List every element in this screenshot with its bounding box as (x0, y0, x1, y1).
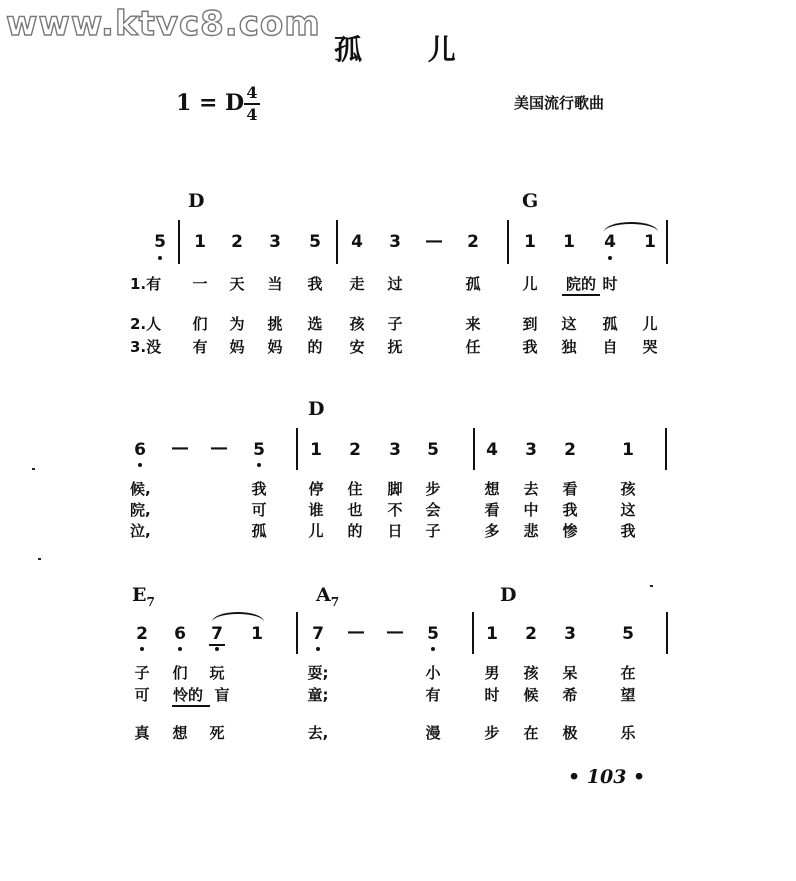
lyric: 妈 (267, 338, 283, 356)
lyric: 我 (522, 338, 538, 356)
lyric: 日 (387, 522, 403, 540)
lyric: 的 (307, 338, 323, 356)
lyric: 儿 (642, 315, 658, 333)
lyric: 步 (425, 480, 441, 498)
lyric: 我 (251, 480, 267, 498)
time-signature-top: 4 (246, 83, 258, 102)
lyric: 独 (561, 338, 577, 356)
extension-dash: — (171, 437, 189, 458)
scan-speck (38, 558, 41, 560)
lyric: 孤 (602, 315, 618, 333)
lower-octave-dot (316, 647, 320, 651)
note: 7 (211, 624, 223, 644)
barline (178, 220, 180, 264)
lower-octave-dot (140, 647, 144, 651)
lyric: 惨 (562, 522, 578, 540)
note: 2 (564, 440, 576, 460)
lyric: 这 (620, 501, 636, 519)
note: 2 (349, 440, 361, 460)
note: 3 (525, 440, 537, 460)
barline (296, 612, 298, 654)
lyric: 孩 (620, 480, 636, 498)
note: 6 (174, 624, 186, 644)
chord-label (132, 584, 155, 609)
melisma-underline (562, 294, 600, 296)
barline (336, 220, 338, 264)
lyric: 天 (229, 275, 245, 293)
lyric: 安 (349, 338, 365, 356)
lyric: 我 (307, 275, 323, 293)
note: 5 (622, 624, 634, 644)
lyric: 希 (562, 686, 578, 704)
chord-label: G (522, 190, 539, 212)
lyric: 悲 (523, 522, 539, 540)
chord-name: A (316, 584, 331, 606)
lyric: 儿 (522, 275, 538, 293)
lyric: 有 (192, 338, 208, 356)
lyric: 子 (425, 522, 441, 540)
note: 4 (486, 440, 498, 460)
note: 1 (644, 232, 656, 252)
song-source: 美国流行歌曲 (514, 94, 605, 112)
barline (472, 612, 474, 654)
lyric: 极 (562, 724, 578, 742)
lyric: 我 (620, 522, 636, 540)
note: 2 (231, 232, 243, 252)
lyric: 停 (308, 480, 324, 498)
lyric: 也 (347, 501, 363, 519)
lyric: 到 (522, 315, 538, 333)
lyric: 望 (620, 686, 636, 704)
lyric: 当 (267, 275, 283, 293)
lyric: 候 (523, 686, 539, 704)
lyric: 们 (192, 315, 208, 333)
lyric: 孤 (465, 275, 481, 293)
underline-beam (209, 644, 225, 646)
lyric: 玩 (209, 664, 225, 682)
note: 5 (427, 440, 439, 460)
barline (666, 612, 668, 654)
note: 5 (154, 232, 166, 252)
note: 2 (467, 232, 479, 252)
lyric: 妈 (229, 338, 245, 356)
lyric: 孩 (349, 315, 365, 333)
lower-octave-dot (608, 256, 612, 260)
note: 2 (136, 624, 148, 644)
lyric: 孩 (523, 664, 539, 682)
lyric: 怜的 (172, 686, 204, 704)
note: 1 (563, 232, 575, 252)
chord-name: E (132, 584, 147, 606)
lower-octave-dot (431, 647, 435, 651)
lyric: 脚 (387, 480, 403, 498)
lyric: 去 (523, 480, 539, 498)
lyric: 一 (192, 275, 208, 293)
lyric: 孤 (251, 522, 267, 540)
lyric: 3.没 (130, 338, 162, 356)
chord-extension: 7 (330, 594, 340, 609)
lower-octave-dot (178, 647, 182, 651)
note: 5 (253, 440, 265, 460)
lyric: 会 (425, 501, 441, 519)
note: 7 (312, 624, 324, 644)
extension-dash: — (210, 437, 228, 458)
chord-label: D (188, 190, 205, 212)
lyric: 抚 (387, 338, 403, 356)
lyric: 死 (209, 724, 225, 742)
lyric: 不 (387, 501, 403, 519)
lyric: 子 (387, 315, 403, 333)
tie-slur (604, 222, 658, 232)
time-signature-bottom: 4 (246, 105, 258, 124)
lyric: 可 (251, 501, 267, 519)
lyric: 候, (130, 480, 151, 498)
lyric: 1.有 (130, 275, 162, 293)
lyric: 院, (130, 501, 151, 519)
lyric: 走 (349, 275, 365, 293)
lyric: 儿 (308, 522, 324, 540)
lyric: 乐 (620, 724, 636, 742)
lyric: 过 (387, 275, 403, 293)
note: 5 (309, 232, 321, 252)
lyric: 盲 (214, 686, 230, 704)
lower-octave-dot (215, 647, 219, 651)
lyric: 时 (484, 686, 500, 704)
lyric: 这 (561, 315, 577, 333)
chord-label (316, 584, 339, 609)
tie-slur (212, 612, 264, 622)
lyric: 选 (307, 315, 323, 333)
page-number: • 103 • (568, 766, 646, 788)
lyric: 的 (347, 522, 363, 540)
barline (666, 220, 668, 264)
lyric: 童; (307, 686, 329, 704)
lyric: 真 (134, 724, 150, 742)
lyric: 男 (484, 664, 500, 682)
song-title: 孤 儿 (334, 33, 484, 66)
chord-name: D (500, 584, 517, 606)
barline (507, 220, 509, 264)
lyric: 住 (347, 480, 363, 498)
lyric: 任 (465, 338, 481, 356)
lyric: 哭 (642, 338, 658, 356)
lyric: 看 (562, 480, 578, 498)
lyric: 来 (465, 315, 481, 333)
barline (296, 428, 298, 470)
lyric: 耍; (307, 664, 329, 682)
lyric: 步 (484, 724, 500, 742)
note: 4 (351, 232, 363, 252)
chord-label: D (308, 398, 325, 420)
note: 5 (427, 624, 439, 644)
lower-octave-dot (257, 463, 261, 467)
watermark: www.ktvc8.com (6, 4, 321, 44)
lyric: 谁 (308, 501, 324, 519)
extension-dash: — (347, 621, 365, 642)
note: 1 (310, 440, 322, 460)
chord-label (500, 584, 516, 606)
note: 1 (194, 232, 206, 252)
note: 3 (564, 624, 576, 644)
lyric: 泣, (130, 522, 151, 540)
scan-speck (32, 468, 35, 470)
lower-octave-dot (158, 256, 162, 260)
lyric: 子 (134, 664, 150, 682)
note: 3 (389, 232, 401, 252)
lower-octave-dot (138, 463, 142, 467)
lyric: 有 (425, 686, 441, 704)
lyric: 在 (620, 664, 636, 682)
lyric: 在 (523, 724, 539, 742)
lyric: 想 (172, 724, 188, 742)
barline (473, 428, 475, 470)
lyric: 挑 (267, 315, 283, 333)
lyric: 看 (484, 501, 500, 519)
lyric: 多 (484, 522, 500, 540)
lyric: 中 (523, 501, 539, 519)
note: 2 (525, 624, 537, 644)
lyric: 我 (562, 501, 578, 519)
lyric: 可 (134, 686, 150, 704)
melisma-underline (172, 705, 210, 707)
lyric: 呆 (562, 664, 578, 682)
extension-dash: — (425, 230, 443, 251)
time-signature (244, 84, 260, 124)
lyric: 院的 (565, 275, 597, 293)
note: 1 (251, 624, 263, 644)
note: 3 (389, 440, 401, 460)
lyric: 时 (602, 275, 618, 293)
note: 6 (134, 440, 146, 460)
lyric: 为 (229, 315, 245, 333)
note: 1 (524, 232, 536, 252)
key-signature: 1 = D (176, 90, 245, 116)
lyric: 小 (425, 664, 441, 682)
barline (665, 428, 667, 470)
lyric: 自 (602, 338, 618, 356)
note: 1 (622, 440, 634, 460)
note: 1 (486, 624, 498, 644)
chord-extension: 7 (146, 594, 155, 609)
lyric: 想 (484, 480, 500, 498)
lyric: 去, (307, 724, 329, 742)
lyric: 漫 (425, 724, 441, 742)
scan-speck (650, 585, 653, 587)
lyric: 2.人 (130, 315, 162, 333)
lyric: 们 (172, 664, 188, 682)
note: 3 (269, 232, 281, 252)
note: 4 (604, 232, 616, 252)
extension-dash: — (386, 621, 404, 642)
